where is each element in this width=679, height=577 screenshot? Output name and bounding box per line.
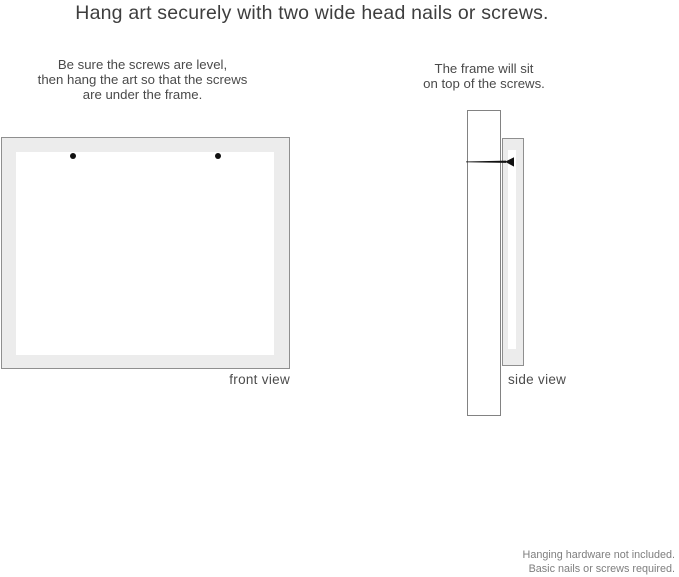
side-view-instructions <box>384 61 584 91</box>
disclaimer-line: Hanging hardware not included. <box>522 549 675 561</box>
disclaimer-line: Basic nails or screws required. <box>528 563 675 575</box>
nail-head-dot-left <box>70 153 76 159</box>
nail-head-dot-right <box>215 153 221 159</box>
nail-icon <box>465 156 515 168</box>
front-view-frame-diagram <box>1 137 290 369</box>
instruction-line: on top of the screws. <box>423 76 545 91</box>
hardware-disclaimer <box>523 548 675 576</box>
front-view-caption: front view <box>229 372 290 387</box>
frame-mat-opening <box>16 152 274 355</box>
instruction-line: The frame will sit <box>434 61 534 76</box>
side-view-caption: side view <box>508 372 567 387</box>
page-title: Hang art securely with two wide head nails or screws. <box>75 2 549 24</box>
frame-profile-art-layer <box>508 150 516 349</box>
instruction-line: Be sure the screws are level, <box>57 57 228 72</box>
front-view-instructions <box>0 57 285 102</box>
instruction-line: then hang the art so that the screws <box>37 72 248 87</box>
instruction-line: are under the frame. <box>82 87 203 102</box>
side-view-frame-profile <box>502 138 524 366</box>
